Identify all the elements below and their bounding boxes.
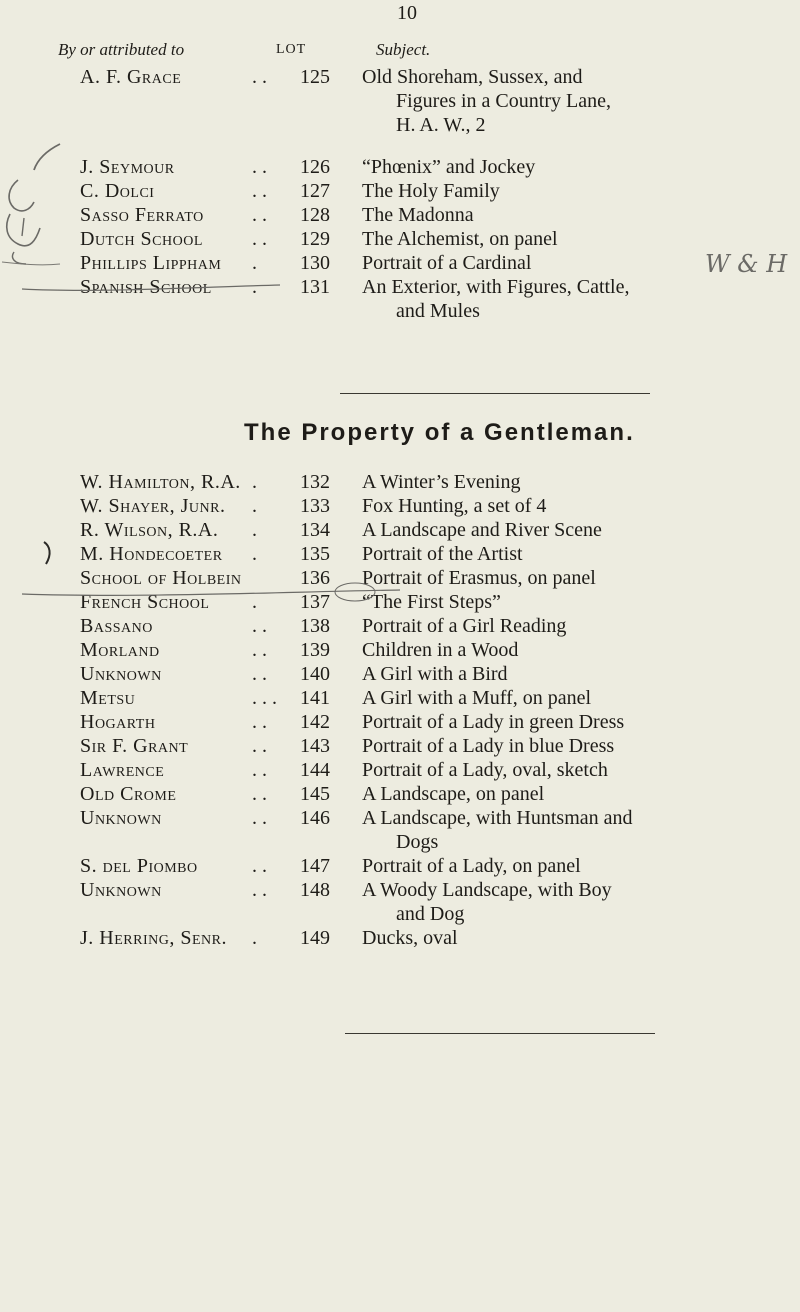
lot-subject: A Winter’s Evening [362,471,521,493]
lot-number: 129 [300,228,330,250]
artist-name: J. Herring, Senr. [80,927,227,949]
lot-subject: Portrait of a Lady, on panel [362,855,581,877]
circle-lot-136 [20,580,540,604]
rule-lower [345,1033,655,1034]
artist-name: Phillips Lippham [80,252,222,274]
artist-name: Metsu [80,687,136,709]
lot-subject: A Girl with a Bird [362,663,508,685]
lot-subject: A Landscape, on panel [362,783,545,805]
artist-name: Sasso Ferrato [80,204,204,226]
lot-number: 147 [300,855,330,877]
artist-name: Old Crome [80,783,177,805]
lot-subject: The Alchemist, on panel [362,228,558,250]
artist-name: Hogarth [80,711,156,733]
pencil-mark-bracket [40,538,60,568]
lot-number: 146 [300,807,330,829]
leader-dots: . . [252,663,267,685]
header-subject: Subject. [376,40,431,59]
leader-dots: . [252,543,257,565]
artist-name: Unknown [80,663,162,685]
artist-name: School of Holbein [80,567,242,589]
leader-dots: . . [252,228,267,250]
section-title: The Property of a Gentleman. [244,419,635,446]
leader-dots: . [252,471,257,493]
leader-dots: . [252,519,257,541]
lot-subject-continued: Figures in a Country Lane, [396,90,611,112]
lot-number: 137 [300,591,330,613]
leader-dots: . . [252,615,267,637]
lot-number: 144 [300,759,330,781]
leader-dots: . . [252,855,267,877]
pencil-note: W & H [705,250,788,278]
lot-subject: Ducks, oval [362,927,458,949]
artist-name: R. Wilson, R.A. [80,519,219,541]
leader-dots: . [252,276,257,298]
artist-name: Bassano [80,615,153,637]
lot-number: 130 [300,252,330,274]
lot-number: 145 [300,783,330,805]
leader-dots: . . [252,783,267,805]
header-lot: LOT [276,42,307,57]
lot-number: 142 [300,711,330,733]
lot-subject-continued: and Dog [396,903,465,925]
lot-number: 143 [300,735,330,757]
leader-dots: . . [252,204,267,226]
lot-number: 128 [300,204,330,226]
lot-subject: Portrait of a Lady, oval, sketch [362,759,608,781]
artist-name: Morland [80,639,160,661]
artist-name: S. del Piombo [80,855,198,877]
leader-dots: . . [252,879,267,901]
leader-dots: . . [252,807,267,829]
lot-subject: Portrait of a Cardinal [362,252,532,274]
artist-name: W. Hamilton, R.A. [80,471,241,493]
lot-subject: Children in a Wood [362,639,519,661]
lot-number: 136 [300,567,330,589]
artist-name: Spanish School [80,276,212,298]
lot-number: 141 [300,687,330,709]
leader-dots: . [252,252,257,274]
lot-subject: The Holy Family [362,180,500,202]
leader-dots: . . [252,639,267,661]
artist-name: French School [80,591,210,613]
lot-number: 126 [300,156,330,178]
leader-dots: . . [252,66,267,88]
lot-subject: A Woody Landscape, with Boy [362,879,612,901]
lot-subject: Portrait of a Lady in blue Dress [362,735,615,757]
lot-subject: An Exterior, with Figures, Cattle, [362,276,630,298]
lot-subject: The Madonna [362,204,474,226]
lot-number: 140 [300,663,330,685]
rule-upper [340,393,650,394]
leader-dots: . . [252,735,267,757]
leader-dots: . [252,591,257,613]
lot-subject: Portrait of Erasmus, on panel [362,567,596,589]
lot-number: 133 [300,495,330,517]
lot-subject-continued: and Mules [396,300,480,322]
strike-line-lot-129 [20,275,480,305]
leader-dots: . . [252,180,267,202]
lot-number: 132 [300,471,330,493]
lot-number: 138 [300,615,330,637]
lot-number: 131 [300,276,330,298]
header-attribution: By or attributed to [58,40,185,59]
artist-name: Lawrence [80,759,165,781]
lot-number: 125 [300,66,330,88]
artist-name: Dutch School [80,228,203,250]
artist-name: C. Dolci [80,180,155,202]
lot-subject-continued: H. A. W., 2 [396,114,486,136]
artist-name: A. F. Grace [80,66,182,88]
page-number: 10 [397,2,417,24]
lot-number: 149 [300,927,330,949]
artist-name: Sir F. Grant [80,735,189,757]
lot-subject: Portrait of the Artist [362,543,523,565]
pencil-marks-left [0,140,90,270]
lot-number: 134 [300,519,330,541]
lot-subject: A Landscape and River Scene [362,519,602,541]
lot-subject: Portrait of a Lady in green Dress [362,711,625,733]
leader-dots: . . [252,759,267,781]
artist-name: Unknown [80,879,162,901]
lot-number: 148 [300,879,330,901]
leader-dots: . . [252,711,267,733]
leader-dots: . . . [252,687,277,709]
lot-number: 139 [300,639,330,661]
lot-subject: Old Shoreham, Sussex, and [362,66,583,88]
lot-subject: “The First Steps” [362,591,501,613]
artist-name: W. Shayer, Junr. [80,495,226,517]
leader-dots: . [252,927,257,949]
artist-name: Unknown [80,807,162,829]
lot-subject: Portrait of a Girl Reading [362,615,567,637]
lot-number: 127 [300,180,330,202]
lot-subject: A Landscape, with Huntsman and [362,807,633,829]
leader-dots: . . [252,156,267,178]
artist-name: J. Seymour [80,156,175,178]
lot-subject: Fox Hunting, a set of 4 [362,495,547,517]
lot-subject-continued: Dogs [396,831,439,853]
artist-name: M. Hondecoeter [80,543,223,565]
leader-dots: . [252,495,257,517]
lot-number: 135 [300,543,330,565]
lot-subject: “Phœnix” and Jockey [362,156,536,178]
lot-subject: A Girl with a Muff, on panel [362,687,592,709]
